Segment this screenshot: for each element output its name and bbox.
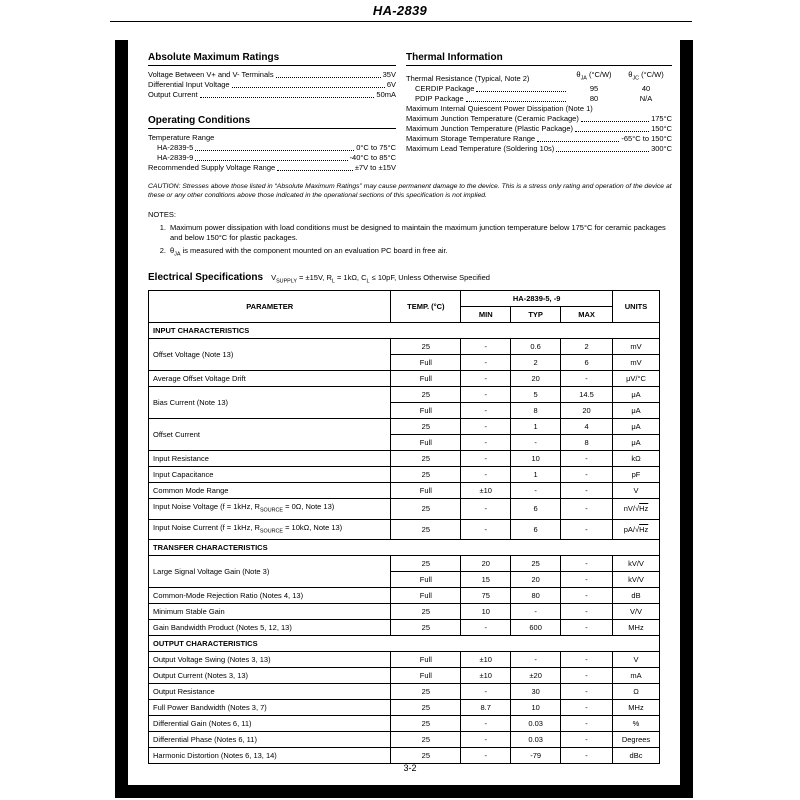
note-item (154, 223, 672, 243)
temp-cell: 25 (391, 700, 461, 716)
param-cell: Input Resistance (149, 451, 391, 467)
quiescent-dissipation-label: Maximum Internal Quiescent Power Dissipation (Note 1) (406, 103, 593, 113)
param-cell: Input Noise Voltage (f = 1kHz, $R_{SOURCE} = 0\Omega$, Note 13) (149, 499, 391, 520)
min-cell: ±10 (461, 668, 511, 684)
typ-cell: ±20 (511, 668, 561, 684)
table-section-title: TRANSFER CHARACTERISTICS (149, 540, 660, 556)
dotted-leader (556, 151, 649, 152)
temp-cell: Full (391, 435, 461, 451)
table-row (149, 371, 660, 387)
min-cell: - (461, 387, 511, 403)
table-row (149, 556, 660, 572)
thermal-line (406, 134, 672, 144)
temp-cell: 25 (391, 451, 461, 467)
max-cell: - (561, 604, 613, 620)
min-cell: - (461, 519, 511, 540)
param-cell: Output Resistance (149, 684, 391, 700)
spec-label: Differential Input Voltage (148, 80, 230, 89)
electrical-specs-heading-row (148, 272, 672, 285)
typ-cell: - (511, 652, 561, 668)
temp-cell: Full (391, 483, 461, 499)
param-cell: Input Noise Current (f = 1kHz, $R_{SOURCE} = 10k\Omega$, Note 13) (149, 519, 391, 540)
units-cell: μA (613, 403, 660, 419)
spec-value: 6V (386, 80, 396, 89)
typ-cell: 10 (511, 700, 561, 716)
max-cell: - (561, 588, 613, 604)
spec-value: 150°C (651, 123, 672, 133)
min-cell: 75 (461, 588, 511, 604)
table-row (149, 732, 660, 748)
dotted-leader (575, 131, 649, 132)
table-row (149, 467, 660, 483)
min-cell: - (461, 499, 511, 520)
param-cell: Offset Current (149, 419, 391, 451)
spec-value: 0°C to 75°C (356, 143, 396, 152)
param-cell: Full Power Bandwidth (Notes 3, 7) (149, 700, 391, 716)
param-cell: Average Offset Voltage Drift (149, 371, 391, 387)
electrical-specs-title: Electrical Specifications (148, 271, 264, 283)
ratings-columns (148, 52, 672, 173)
table-row (149, 652, 660, 668)
thermal-line (406, 144, 672, 154)
temp-cell: 25 (391, 620, 461, 636)
min-cell: - (461, 403, 511, 419)
spec-value: ±7V to ±15V (354, 163, 396, 172)
temp-cell: Full (391, 572, 461, 588)
table-row (149, 716, 660, 732)
table-row (149, 588, 660, 604)
param-cell: Gain Bandwidth Product (Notes 5, 12, 13) (149, 620, 391, 636)
test-conditions: $V_{SUPPLY} = \pm 15V$, $R_L = 1k\Omega$, $C_L \le 10pF$, Unless Otherwise Specified (271, 272, 490, 284)
spec-value: -65°C to 150°C (621, 133, 672, 143)
table-row (149, 451, 660, 467)
abs-max-line (148, 70, 396, 80)
op-cond-line (148, 143, 396, 153)
right-border-bar (680, 40, 693, 798)
max-cell: - (561, 483, 613, 499)
dotted-leader (195, 160, 347, 161)
device-group-header: HA-2839-5, -9 (461, 291, 613, 307)
min-cell: ±10 (461, 483, 511, 499)
abs-max-heading: Absolute Maximum Ratings (148, 52, 396, 66)
max-cell: - (561, 652, 613, 668)
table-row (149, 419, 660, 435)
units-cell: μA (613, 387, 660, 403)
temp-cell: 25 (391, 556, 461, 572)
param-cell: Differential Gain (Notes 6, 11) (149, 716, 391, 732)
units-cell: nV/√Hz (613, 499, 660, 520)
typ-cell: 10 (511, 451, 561, 467)
min-cell: - (461, 716, 511, 732)
temp-cell: Full (391, 588, 461, 604)
param-cell: Bias Current (Note 13) (149, 387, 391, 419)
table-row (149, 604, 660, 620)
table-row (149, 483, 660, 499)
col-max: MAX (561, 307, 613, 323)
min-cell: - (461, 435, 511, 451)
spec-value: -40°C to 85°C (349, 153, 396, 162)
min-cell: 15 (461, 572, 511, 588)
op-cond-heading: Operating Conditions (148, 115, 396, 129)
caution-text: CAUTION: Stresses above those listed in “Absolute Maximum Ratings” may cause permanent damage to the device. This is a stress only rating and operation of the device at these or any other conditions above those indicated in the operational sections of this specification is not implied. (148, 183, 672, 199)
param-cell: Differential Phase (Notes 6, 11) (149, 732, 391, 748)
table-row (149, 668, 660, 684)
typ-cell: 5 (511, 387, 561, 403)
title-rule (110, 21, 692, 22)
units-cell: mA (613, 668, 660, 684)
op-cond-line (148, 163, 396, 173)
spec-label: Voltage Between V+ and V- Terminals (148, 70, 274, 79)
spec-label: Maximum Junction Temperature (Ceramic Package) (406, 113, 579, 123)
max-cell: - (561, 716, 613, 732)
min-cell: - (461, 451, 511, 467)
param-cell: Offset Voltage (Note 13) (149, 339, 391, 371)
table-section-row (149, 540, 660, 556)
table-row (149, 387, 660, 403)
temp-cell: Full (391, 371, 461, 387)
note-number: 2. (159, 246, 166, 255)
spec-value: 50mA (376, 90, 396, 99)
col-parameter: PARAMETER (149, 291, 391, 323)
max-cell: 14.5 (561, 387, 613, 403)
dotted-leader (200, 97, 375, 98)
max-cell: - (561, 451, 613, 467)
units-cell: dBc (613, 748, 660, 764)
typ-cell: 0.03 (511, 716, 561, 732)
units-cell: kV/V (613, 572, 660, 588)
table-section-title: OUTPUT CHARACTERISTICS (149, 636, 660, 652)
min-cell: - (461, 748, 511, 764)
min-cell: - (461, 355, 511, 371)
units-cell: MHz (613, 620, 660, 636)
table-row (149, 519, 660, 540)
typ-cell: 1 (511, 419, 561, 435)
min-cell: - (461, 732, 511, 748)
spec-table (148, 290, 660, 764)
temp-cell: 25 (391, 604, 461, 620)
units-cell: pF (613, 467, 660, 483)
typ-cell: 1 (511, 467, 561, 483)
temp-cell: 25 (391, 519, 461, 540)
typ-cell: 80 (511, 588, 561, 604)
units-cell: MHz (613, 700, 660, 716)
units-cell: Ω (613, 684, 660, 700)
abs-max-line (148, 80, 396, 90)
max-cell: - (561, 467, 613, 483)
theta-ja-value: 95 (589, 83, 599, 93)
param-cell: Minimum Stable Gain (149, 604, 391, 620)
dotted-leader (276, 77, 381, 78)
bottom-border-bar (115, 785, 693, 798)
typ-cell: 25 (511, 556, 561, 572)
spec-table-body (149, 323, 660, 764)
spec-table-header (149, 291, 660, 323)
temp-range-label: Temperature Range (148, 133, 215, 142)
table-row (149, 620, 660, 636)
units-cell: kV/V (613, 556, 660, 572)
max-cell: 6 (561, 355, 613, 371)
temp-cell: Full (391, 403, 461, 419)
typ-cell: - (511, 435, 561, 451)
units-cell: V (613, 483, 660, 499)
right-column (406, 52, 672, 173)
theta-jc-header: $\theta_{JC}$ (°C/W) (628, 70, 664, 82)
table-row (149, 684, 660, 700)
min-cell: ±10 (461, 652, 511, 668)
page-title: HA-2839 (372, 3, 428, 18)
col-typ: TYP (511, 307, 561, 323)
temp-cell: 25 (391, 716, 461, 732)
max-cell: - (561, 668, 613, 684)
min-cell: - (461, 371, 511, 387)
package-label-wrap (406, 94, 568, 104)
typ-cell: - (511, 483, 561, 499)
thermal-package-row (406, 94, 672, 104)
min-cell: - (461, 467, 511, 483)
units-cell: mV (613, 339, 660, 355)
package-label: CERDIP Package (415, 83, 475, 93)
max-cell: - (561, 684, 613, 700)
temp-cell: 25 (391, 748, 461, 764)
page-content (148, 52, 672, 764)
page-number: 3-2 (403, 763, 417, 773)
table-row (149, 499, 660, 520)
typ-cell: 0.03 (511, 732, 561, 748)
spec-label: Output Current (148, 90, 198, 99)
typ-cell: 6 (511, 519, 561, 540)
dotted-leader (537, 141, 619, 142)
note-number: 1. (159, 223, 166, 232)
max-cell: - (561, 519, 613, 540)
spec-label: HA-2839-5 (157, 143, 194, 152)
units-cell: μA (613, 419, 660, 435)
left-column (148, 52, 396, 173)
max-cell: 2 (561, 339, 613, 355)
max-cell: - (561, 371, 613, 387)
op-cond-line (148, 153, 396, 163)
typ-cell: 20 (511, 371, 561, 387)
left-border-bar (115, 40, 128, 798)
max-cell: - (561, 499, 613, 520)
typ-cell: - (511, 604, 561, 620)
theta-ja-header: $\theta_{JA}$ (°C/W) (576, 70, 612, 82)
spec-value: 35V (382, 70, 396, 79)
note-item (154, 246, 672, 260)
col-min: MIN (461, 307, 511, 323)
spec-label: Maximum Lead Temperature (Soldering 10s) (406, 143, 555, 153)
theta-jc-value: 40 (641, 83, 651, 93)
temp-cell: Full (391, 652, 461, 668)
spec-label: Maximum Storage Temperature Range (406, 133, 536, 143)
max-cell: - (561, 556, 613, 572)
temp-cell: Full (391, 668, 461, 684)
typ-cell: 8 (511, 403, 561, 419)
max-cell: - (561, 700, 613, 716)
dotted-leader (195, 150, 354, 151)
units-cell: V (613, 652, 660, 668)
table-section-row (149, 323, 660, 339)
max-cell: 20 (561, 403, 613, 419)
spec-label: HA-2839-9 (157, 153, 194, 162)
max-cell: 8 (561, 435, 613, 451)
units-cell: μV/°C (613, 371, 660, 387)
table-section-title: INPUT CHARACTERISTICS (149, 323, 660, 339)
dotted-leader (277, 170, 353, 171)
min-cell: 10 (461, 604, 511, 620)
typ-cell: 30 (511, 684, 561, 700)
col-units: UNITS (613, 291, 660, 323)
param-cell: Output Voltage Swing (Notes 3, 13) (149, 652, 391, 668)
notes-heading: NOTES: (148, 210, 176, 219)
dotted-leader (466, 101, 566, 102)
typ-cell: 6 (511, 499, 561, 520)
dotted-leader (476, 91, 566, 92)
param-cell: Harmonic Distortion (Notes 6, 13, 14) (149, 748, 391, 764)
min-cell: 20 (461, 556, 511, 572)
temp-cell: 25 (391, 467, 461, 483)
abs-max-line (148, 90, 396, 100)
min-cell: - (461, 339, 511, 355)
units-cell: mV (613, 355, 660, 371)
typ-cell: 20 (511, 572, 561, 588)
theta-jc-value: N/A (639, 93, 653, 103)
max-cell: 4 (561, 419, 613, 435)
dotted-leader (232, 87, 385, 88)
thermal-resistance-header (406, 70, 672, 84)
max-cell: - (561, 572, 613, 588)
units-cell: pA/√Hz (613, 519, 660, 540)
typ-cell: -79 (511, 748, 561, 764)
param-cell: Common-Mode Rejection Ratio (Notes 4, 13) (149, 588, 391, 604)
note-text: $\theta_{JA}$ is measured with the component mounted on an evaluation PC board in free air. (170, 246, 448, 258)
spec-value: 300°C (651, 143, 672, 153)
units-cell: dB (613, 588, 660, 604)
min-cell: 8.7 (461, 700, 511, 716)
min-cell: - (461, 419, 511, 435)
col-temp: TEMP. (°C) (391, 291, 461, 323)
temp-cell: 25 (391, 684, 461, 700)
temp-cell: 25 (391, 732, 461, 748)
table-row (149, 339, 660, 355)
param-cell: Input Capacitance (149, 467, 391, 483)
typ-cell: 2 (511, 355, 561, 371)
spec-value: 175°C (651, 113, 672, 123)
min-cell: - (461, 684, 511, 700)
max-cell: - (561, 620, 613, 636)
units-cell: μA (613, 435, 660, 451)
max-cell: - (561, 732, 613, 748)
thermal-resistance-label: Thermal Resistance (Typical, Note 2) (406, 73, 530, 83)
package-label: PDIP Package (415, 93, 464, 103)
thermal-heading: Thermal Information (406, 52, 672, 66)
thermal-package-row (406, 84, 672, 94)
param-cell: Common Mode Range (149, 483, 391, 499)
notes-section (148, 210, 672, 260)
thermal-line (406, 124, 672, 134)
spec-label: Maximum Junction Temperature (Plastic Package) (406, 123, 574, 133)
max-cell: - (561, 748, 613, 764)
typ-cell: 0.6 (511, 339, 561, 355)
theta-ja-value: 80 (589, 93, 599, 103)
min-cell: - (461, 620, 511, 636)
typ-cell: 600 (511, 620, 561, 636)
temp-cell: 25 (391, 339, 461, 355)
note-text: Maximum power dissipation with load conditions must be designed to maintain the maximum junction temperature below 175°C for ceramic packages and below 150°C for plastic packages. (170, 223, 666, 242)
spec-label: Recommended Supply Voltage Range (148, 163, 276, 172)
temp-cell: 25 (391, 499, 461, 520)
param-cell: Output Current (Notes 3, 13) (149, 668, 391, 684)
package-label-wrap (406, 84, 568, 94)
dotted-leader (581, 121, 649, 122)
units-cell: % (613, 716, 660, 732)
units-cell: V/V (613, 604, 660, 620)
table-row (149, 700, 660, 716)
table-row (149, 748, 660, 764)
param-cell: Large Signal Voltage Gain (Note 3) (149, 556, 391, 588)
thermal-line (406, 114, 672, 124)
temp-cell: 25 (391, 419, 461, 435)
units-cell: Degrees (613, 732, 660, 748)
table-section-row (149, 636, 660, 652)
units-cell: kΩ (613, 451, 660, 467)
temp-cell: 25 (391, 387, 461, 403)
temp-cell: Full (391, 355, 461, 371)
